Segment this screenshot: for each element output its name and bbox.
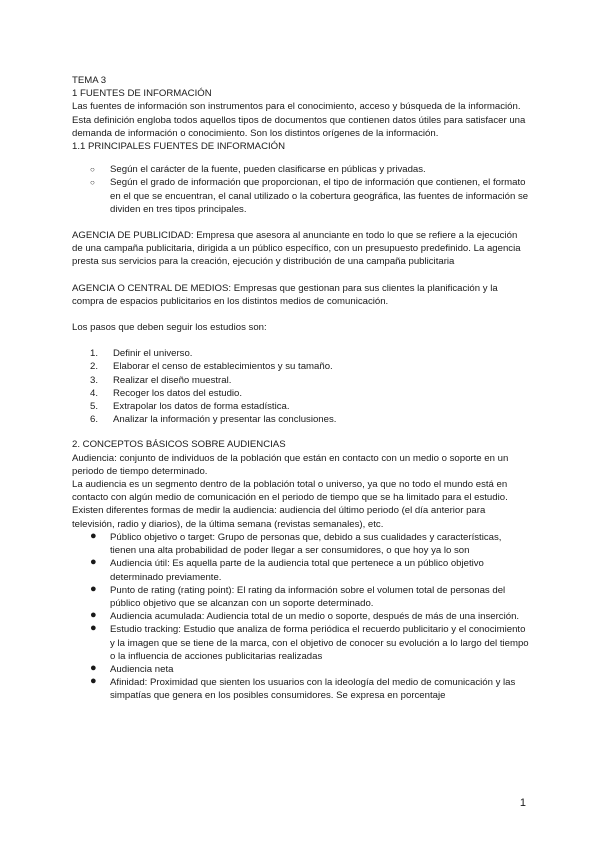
- list-item: ○ Según el carácter de la fuente, pueden clasificarse en públicas y privadas.: [90, 164, 426, 176]
- list-item: 6. Analizar la información y presentar las conclusiones.: [90, 414, 337, 426]
- section1-1-heading: 1.1 PRINCIPALES FUENTES DE INFORMACIÓN: [72, 141, 286, 153]
- list-item: ● Audiencia útil: Es aquella parte de la audiencia total que pertenece a un público objetivo determinado previamente.: [90, 556, 484, 583]
- list-item: 1. Definir el universo.: [90, 348, 193, 360]
- bullet-icon: ●: [90, 582, 97, 595]
- bullet-icon: ●: [90, 609, 97, 622]
- list-item: ● Afinidad: Proximidad que sienten los usuarios con la ideología del medio de comunicación y las simpatías que genera en los posibles consumidores. Se expresa en porcentaje: [90, 675, 516, 702]
- list-item: ● Audiencia neta: [90, 661, 174, 675]
- section2-paragraph-2: La audiencia es un segmento dentro de la población total o universo, ya que no todo el mundo está en contacto con algún medio de comunicación en el periodo de tiempo que se ha limitado para el estudio.: [72, 479, 508, 504]
- bullet-icon: ●: [90, 661, 97, 674]
- agencia-publicidad-paragraph: AGENCIA DE PUBLICIDAD: Empresa que asesora al anunciante en todo lo que se refiere a la ejecución de una campaña publicitaria, dirigida a un público específico, con un presupuesto predefinido. La agencia presta sus servicios para la creación, ejecución y distribución de una campaña publicitaria: [72, 230, 521, 268]
- section2-paragraph-3: Existen diferentes formas de medir la audiencia: audiencia del último periodo (el día anterior para televisión, radio y diarios), de la última semana (revistas semanales), etc.: [72, 505, 486, 530]
- bullet-icon: ●: [90, 529, 97, 542]
- list-item: ● Audiencia acumulada: Audiencia total de un medio o soporte, después de más de una inserción.: [90, 609, 520, 623]
- circle-bullet-icon: ○: [90, 165, 95, 175]
- steps-list: [72, 347, 530, 426]
- list-item: ● Público objetivo o target: Grupo de personas que, debido a sus cualidades y características, tienen una alta probabilidad de poder llegar a ser consumidores, o que hoy ya lo son: [90, 529, 502, 557]
- list-item: ○ Según el grado de información que proporcionan, el tipo de información que contienen, el formato en el que se encuentran, el canal utilizado o la cobertura geográfica, las fuentes de información se dividen en tres tipos principales.: [90, 177, 529, 215]
- list-item: ● Punto de rating (rating point): El rating da información sobre el volumen total de personas del público objetivo que se alcanzan con un soporte determinado.: [90, 582, 506, 609]
- section1-paragraph: Las fuentes de información son instrumentos para el conocimiento, acceso y búsqueda de la información. Esta definición engloba todos aquellos tipos de documentos que contienen datos útiles para satisfacer una demanda de información o conocimiento. Son los distintos orígenes de la información.: [72, 101, 526, 139]
- list-item: 4. Recoger los datos del estudio.: [90, 387, 243, 399]
- audience-concepts-list: [72, 531, 530, 703]
- bullet-icon: ●: [90, 556, 97, 569]
- list-item: ● Estudio tracking: Estudio que analiza de forma periódica el recuerdo publicitario y el conocimiento y la imagen que se tiene de la marca, con el objetivo de conocer su evolución a lo largo del tiempo o la influencia de acciones publicitarias realizadas: [90, 622, 529, 662]
- section2-heading: 2. CONCEPTOS BÁSICOS SOBRE AUDIENCIAS: [72, 439, 286, 451]
- doc-title: TEMA 3: [72, 75, 107, 86]
- agencia-medios-paragraph: AGENCIA O CENTRAL DE MEDIOS: Empresas que gestionan para sus clientes la planificación y la compra de espacios publicitarios en los distintos medios de comunicación.: [72, 282, 498, 307]
- sources-list: [72, 163, 530, 216]
- section2-paragraph-1: Audiencia: conjunto de individuos de la población que están en contacto con un medio o soporte en un periodo de tiempo determinado.: [72, 452, 509, 477]
- list-item: 5. Extrapolar los datos de forma estadística.: [90, 401, 290, 413]
- circle-bullet-icon: ○: [90, 178, 95, 188]
- bullet-icon: ●: [90, 675, 97, 688]
- bullet-icon: ●: [90, 622, 97, 635]
- list-item: 2. Elaborar el censo de establecimientos y su tamaño.: [90, 361, 333, 373]
- section1-heading: 1 FUENTES DE INFORMACIÓN: [72, 88, 212, 100]
- list-item: 3. Realizar el diseño muestral.: [90, 374, 232, 386]
- page-number: 1: [519, 797, 526, 809]
- pasos-intro: Los pasos que deben seguir los estudios son:: [72, 322, 267, 334]
